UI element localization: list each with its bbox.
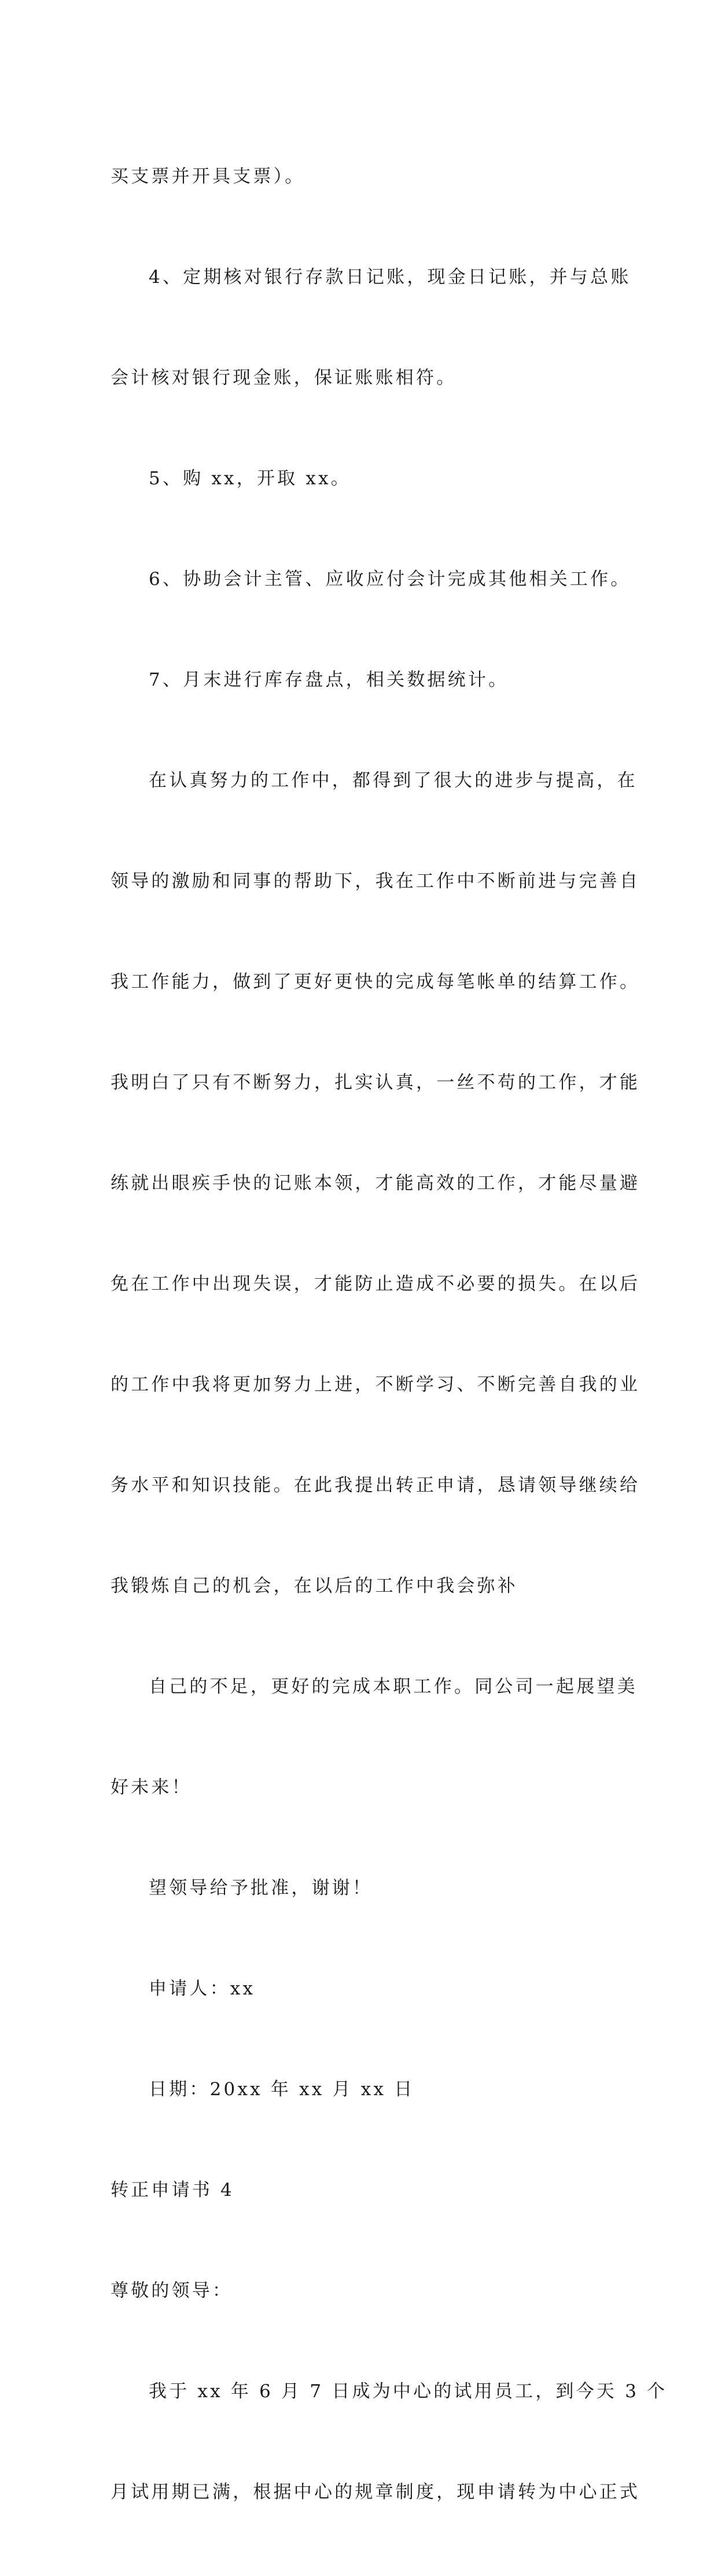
text-line: 望领导给予批准，谢谢！ — [149, 1878, 373, 1898]
salutation: 尊敬的领导： — [111, 2280, 233, 2301]
text-line: 我于 xx 年 6 月 7 日成为中心的试用员工，到今天 3 个 — [149, 2381, 668, 2402]
text-line: 免在工作中出现失误，才能防止造成不必要的损失。在以后 — [111, 1274, 640, 1294]
text-line: 我明白了只有不断努力，扎实认真，一丝不苟的工作，才能 — [111, 1072, 640, 1093]
text-line: 买支票并开具支票）。 — [111, 166, 305, 187]
section-heading: 转正申请书 4 — [111, 2180, 234, 2200]
text-line: 在认真努力的工作中，都得到了很大的进步与提高，在 — [149, 770, 638, 791]
document-body — [111, 93, 668, 2576]
text-line: 自己的不足，更好的完成本职工作。同公司一起展望美 — [149, 1676, 638, 1697]
text-line: 务水平和知识技能。在此我提出转正申请，恳请领导继续给 — [111, 1475, 640, 1496]
text-line: 月试用期已满，根据中心的规章制度，现申请转为中心正式 — [111, 2482, 640, 2503]
applicant-line: 申请人：xx — [149, 1978, 256, 1999]
text-line: 练就出眼疾手快的记账本领，才能高效的工作，才能尽量避 — [111, 1173, 640, 1194]
text-line: 会计核对银行现金账，保证账账相符。 — [111, 367, 457, 388]
text-line: 我锻炼自己的机会，在以后的工作中我会弥补 — [111, 1576, 518, 1596]
text-line: 7、月末进行库存盘点，相关数据统计。 — [149, 669, 509, 690]
text-line: 的工作中我将更加努力上进，不断学习、不断完善自我的业 — [111, 1374, 640, 1395]
text-line: 4、定期核对银行存款日记账，现金日记账，并与总账 — [149, 267, 631, 288]
text-line: 我工作能力，做到了更好更快的完成每笔帐单的结算工作。 — [111, 971, 640, 992]
text-line: 6、协助会计主管、应收应付会计完成其他相关工作。 — [149, 569, 631, 590]
date-line: 日期：20xx 年 xx 月 xx 日 — [149, 2079, 415, 2100]
text-line: 好未来！ — [111, 1777, 192, 1798]
text-line: 领导的激励和同事的帮助下，我在工作中不断前进与完善自 — [111, 871, 640, 892]
text-line: 5、购 xx，开取 xx。 — [149, 468, 351, 489]
